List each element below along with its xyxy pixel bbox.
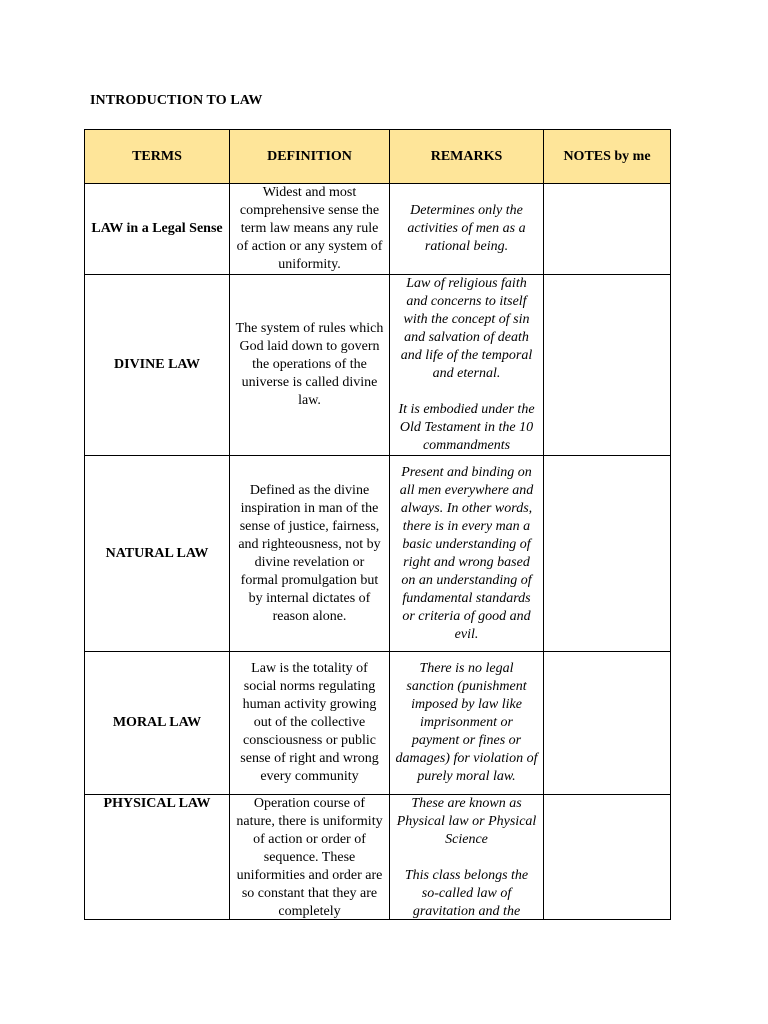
header-definition: DEFINITION xyxy=(230,130,390,184)
definition-cell: Defined as the divine inspiration in man of the sense of justice, fairness, and righteousness, not by divine revelation or formal promulgation but by internal dictates of reason alone. xyxy=(230,456,390,652)
remarks-paragraph: Present and binding on all men everywhere and always. In other words, there is in every man a basic understanding of right and wrong based on an understanding of fundamental standards or criteria of good and evil. xyxy=(399,464,534,642)
table-row xyxy=(85,456,671,652)
notes-cell xyxy=(544,275,671,456)
definition-text: Operation course of nature, there is uniformity of action or order of sequence. These uniformities and order are so constant that they are completely xyxy=(236,796,383,919)
law-terms-table xyxy=(84,129,671,920)
header-remarks: REMARKS xyxy=(390,130,544,184)
notes-cell xyxy=(544,456,671,652)
term-cell: DIVINE LAW xyxy=(85,275,230,456)
remarks-paragraph: This class belongs the so-called law of gravitation and the xyxy=(404,868,529,919)
remarks-paragraph: It is embodied under the Old Testament in the 10 commandments xyxy=(398,402,535,453)
table-header-row xyxy=(85,130,671,184)
remarks-cell xyxy=(390,275,544,456)
remarks-cell xyxy=(390,795,544,920)
remarks-clip xyxy=(395,795,538,919)
remarks-cell xyxy=(390,184,544,275)
remarks-paragraph: These are known as Physical law or Physical Science xyxy=(396,796,537,847)
header-notes: NOTES by me xyxy=(544,130,671,184)
definition-cell xyxy=(230,795,390,920)
notes-cell xyxy=(544,652,671,795)
table-row xyxy=(85,275,671,456)
term-cell: PHYSICAL LAW xyxy=(85,795,230,920)
document-title: INTRODUCTION TO LAW xyxy=(90,93,263,108)
definition-cell: Widest and most comprehensive sense the term law means any rule of action or any system of uniformity. xyxy=(230,184,390,275)
remarks-paragraph: Determines only the activities of men as a rational being. xyxy=(407,203,526,254)
term-cell: NATURAL LAW xyxy=(85,456,230,652)
remarks-cell xyxy=(390,456,544,652)
definition-cell: Law is the totality of social norms regulating human activity growing out of the collective consciousness or public sense of right and wrong every community xyxy=(230,652,390,795)
table-row xyxy=(85,652,671,795)
notes-cell xyxy=(544,795,671,920)
table-row xyxy=(85,184,671,275)
term-cell: MORAL LAW xyxy=(85,652,230,795)
term-cell: LAW in a Legal Sense xyxy=(85,184,230,275)
header-terms: TERMS xyxy=(85,130,230,184)
remarks-paragraph: Law of religious faith and concerns to itself with the concept of sin and salvation of death and life of the temporal and eternal. xyxy=(400,276,533,381)
notes-cell xyxy=(544,184,671,275)
table-row xyxy=(85,795,671,920)
remarks-paragraph: There is no legal sanction (punishment imposed by law like imprisonment or payment or fines or damages) for violation of purely moral law. xyxy=(395,661,538,784)
remarks-cell xyxy=(390,652,544,795)
definition-cell: The system of rules which God laid down to govern the operations of the universe is called divine law. xyxy=(230,275,390,456)
